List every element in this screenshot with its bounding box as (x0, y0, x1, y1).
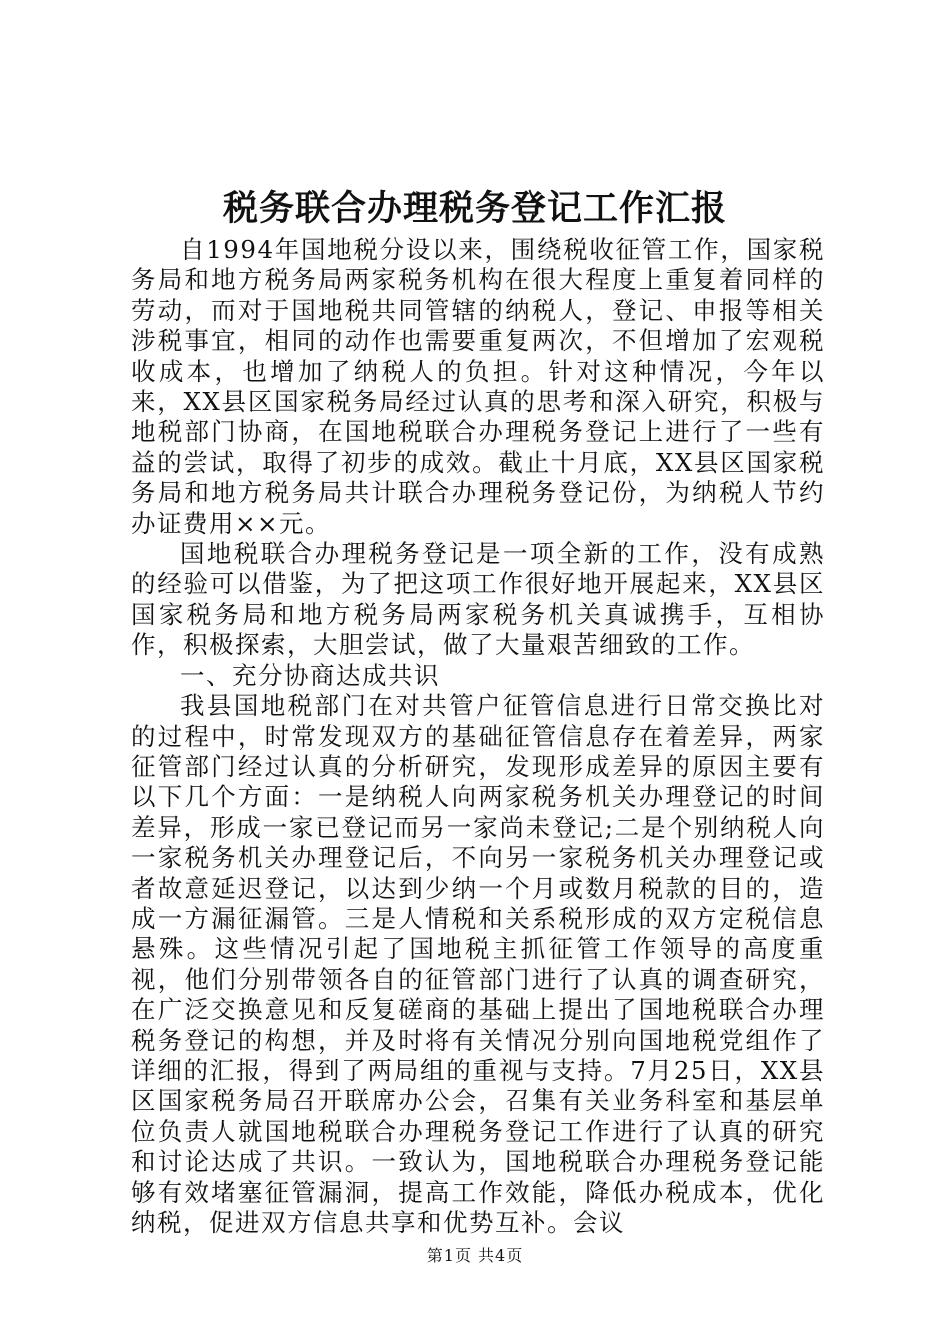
page-footer: 第1页 共4页 (426, 1246, 524, 1265)
paragraph-overview: 国地税联合办理税务登记是一项全新的工作，没有成熟的经验可以借鉴，为了把这项工作很好地开展起来，XX县区国家税务局和地方税务局两家税务机关真诚携手，互相协作，积极探索，大胆尝试，做了大量艰苦细致的工作。 (131, 539, 825, 660)
paragraph-section-1: 我县国地税部门在对共管户征管信息进行日常交换比对的过程中，时常发现双方的基础征管信息存在着差异，两家征管部门经过认真的分析研究，发现形成差异的原因主要有以下几个方面：一是纳税人向两家税务机关办理登记的时间差异，形成一家已登记而另一家尚未登记;二是个别纳税人向一家税务机关办理登记后，不向另一家税务机关办理登记或者故意延迟登记，以达到少纳一个月或数月税款的目的，造成一方漏征漏管。三是人情税和关系税形成的双方定税信息悬殊。这些情况引起了国地税主抓征管工作领导的高度重视，他们分别带领各自的征管部门进行了认真的调查研究，在广泛交换意见和反复磋商的基础上提出了国地税联合办理税务登记的构想，并及时将有关情况分别向国地税党组作了详细的汇报，得到了两局组的重视与支持。7月25日，XX县区国家税务局召开联席办公会，召集有关业务科室和基层单位负责人就国地税联合办理税务登记工作进行了认真的研究和讨论达成了共识。一致认为，国地税联合办理税务登记能够有效堵塞征管漏洞，提高工作效能，降低办税成本，优化纳税，促进双方信息共享和优势互补。会议 (131, 691, 825, 1237)
document-title: 税务联合办理税务登记工作汇报 (222, 188, 727, 229)
paragraph-intro: 自1994年国地税分设以来，围绕税收征管工作，国家税务局和地方税务局两家税务机构在很大程度上重复着同样的劳动，而对于国地税共同管辖的纳税人，登记、申报等相关涉税事宜，相同的动作也需要重复两次，不但增加了宏观税收成本，也增加了纳税人的负担。针对这种情况，今年以来，XX县区国家税务局经过认真的思考和深入研究，积极与地税部门协商，在国地税联合办理税务登记上进行了一些有益的尝试，取得了初步的成效。截止十月底，XX县区国家税务局和地方税务局共计联合办理税务登记份，为纳税人节约办证费用××元。 (131, 235, 825, 538)
section-heading-1: 一、充分协商达成共识 (180, 660, 440, 690)
document-body (131, 235, 825, 1238)
